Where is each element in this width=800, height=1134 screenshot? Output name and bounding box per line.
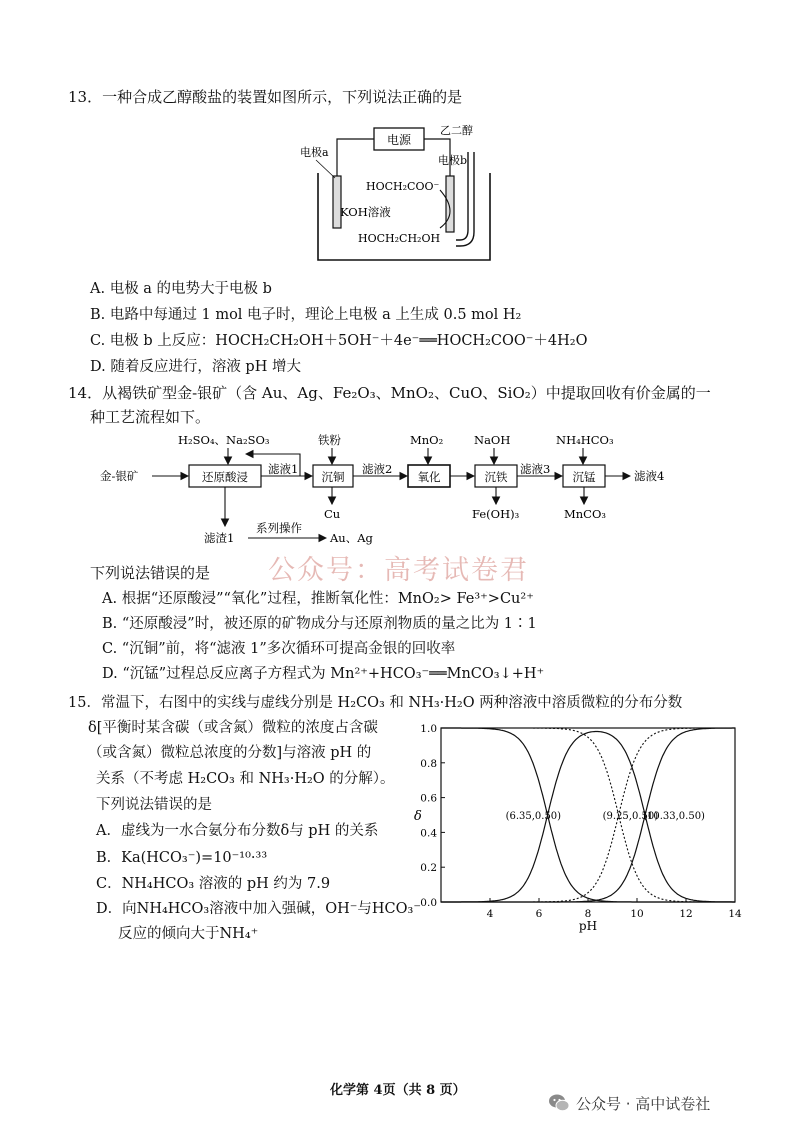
operation-label: 系列操作 (256, 521, 302, 535)
brand-label: 公众号 · 高中试卷社 (576, 1095, 711, 1113)
electrode-a-label: 电极a (300, 146, 329, 159)
reagent1-label: H₂SO₄、Na₂SO₃ (178, 433, 270, 447)
wechat-icon (548, 1092, 570, 1114)
product-cu-label: Cu (324, 507, 341, 521)
q14-stem-line1: 14．从褐铁矿型金-银矿（含 Au、Ag、Fe₂O₃、MnO₂、CuO、SiO₂）中提取回收有价金属的一 (68, 384, 711, 402)
q15-option-d-cont: 反应的倾向大于NH₄⁺ (118, 926, 259, 942)
y-axis-label: δ (414, 809, 422, 824)
q14-option-c: C. “沉铜”前，将“滤液 1”多次循环可提高金银的回收率 (102, 641, 456, 657)
q13-option-c: C. 电极 b 上反应：HOCH₂CH₂OH＋5OH⁻＋4e⁻══HOCH₂COO⁻＋4H₂O (90, 333, 588, 349)
q14-process-flow (100, 428, 700, 558)
q15-distribution-chart (408, 716, 748, 938)
q15-option-a: A．虚线为一水合氨分布分数δ与 pH 的关系 (96, 823, 379, 839)
x-tick-label: 8 (584, 908, 592, 920)
q13-option-b: B. 电路中每通过 1 mol 电子时，理论上电极 a 上生成 0.5 mol H₂ (90, 307, 522, 323)
product-mn-label: MnCO₃ (564, 507, 607, 521)
filtrate2-label: 滤液2 (362, 462, 393, 476)
watermark: 公众号：高考试卷君 (268, 555, 529, 586)
q15-stem-line1: 15．常温下，右图中的实线与虚线分别是 H₂CO₃ 和 NH₃·H₂O 两种溶液中溶质微粒的分布分数 (68, 695, 683, 711)
x-tick-label: 12 (679, 908, 693, 920)
intersection-annotation: (6.35,0.50) (505, 811, 562, 822)
q13-stem: 13．一种合成乙醇酸盐的装置如图所示，下列说法正确的是 (68, 88, 463, 106)
q15-option-b: B．Ka(HCO₃⁻)=10⁻¹⁰·³³ (96, 850, 268, 866)
y-tick-label: 0.8 (420, 757, 437, 770)
feed-label: 金-银矿 (100, 469, 139, 483)
y-tick-label: 0.2 (420, 862, 437, 875)
step3-label: 氧化 (417, 470, 441, 484)
y-tick-label: 0.4 (420, 827, 437, 840)
reagent4-label: NaOH (474, 433, 511, 447)
y-tick-label: 1.0 (420, 723, 437, 735)
q15-option-d: D．向NH₄HCO₃溶液中加入强碱，OH⁻与HCO₃⁻ (96, 901, 421, 917)
q13-option-a: A. 电极 a 的电势大于电极 b (90, 281, 272, 297)
product-fe-label: Fe(OH)₃ (472, 507, 520, 521)
electrode-b (446, 176, 454, 232)
power-label: 电源 (386, 133, 412, 147)
species-hoch2coo: HOCH₂COO⁻ (366, 180, 440, 193)
q15-text-line3: 关系（不考虑 H₂CO₃ 和 NH₃·H₂O 的分解）。 (96, 771, 395, 787)
y-tick-label: 0.0 (420, 897, 437, 909)
q15-option-c: C．NH₄HCO₃ 溶液的 pH 约为 7.9 (96, 876, 331, 892)
product-au-label: Au、Ag (330, 531, 373, 545)
q14-question: 下列说法错误的是 (90, 564, 211, 582)
step5-label: 沉锰 (572, 470, 596, 484)
q13-electrolysis-diagram (290, 118, 510, 268)
electrode-a (333, 176, 341, 228)
recycle-filtrate-label: 滤液1 (268, 462, 299, 476)
q14-stem-line2: 种工艺流程如下。 (90, 408, 211, 426)
residue-label: 滤渣1 (204, 531, 235, 545)
electrode-b-label: 电极b (438, 154, 468, 167)
intersection-annotation: (10.33,0.50) (643, 811, 705, 822)
step2-label: 沉铜 (321, 470, 345, 484)
reagent2-label: 铁粉 (318, 433, 341, 447)
x-tick-label: 10 (630, 908, 644, 920)
step4-label: 沉铁 (484, 470, 508, 484)
q13-option-d: D. 随着反应进行，溶液 pH 增大 (90, 359, 301, 375)
filtrate4-label: 滤液4 (634, 469, 665, 483)
reagent3-label: MnO₂ (410, 433, 444, 447)
electrolyte-label: KOH溶液 (340, 205, 391, 219)
x-axis-label: pH (578, 919, 598, 933)
q14-option-a: A. 根据“还原酸浸”“氧化”过程，推断氧化性：MnO₂> Fe³⁺>Cu²⁺ (102, 591, 534, 607)
q15-question: 下列说法错误的是 (96, 797, 212, 813)
q15-text-line1: δ[平衡时某含碳（或含氮）微粒的浓度占含碳 (88, 720, 378, 736)
q14-option-b: B. “还原酸浸”时，被还原的矿物成分与还原剂物质的量之比为 1∶1 (102, 616, 537, 632)
q14-option-d: D. “沉锰”过程总反应离子方程式为 Mn²⁺+HCO₃⁻══MnCO₃↓+H⁺ (102, 666, 545, 682)
page-footer: 化学第 4页（共 8 页） (330, 1083, 466, 1098)
intersection-annotation: (9.25,0.50) (602, 811, 659, 822)
q15-text-line2: （或含氮）微粒总浓度的分数]与溶液 pH 的 (88, 745, 372, 761)
x-tick-label: 14 (728, 908, 742, 920)
step1-label: 还原酸浸 (202, 470, 248, 484)
glycol-label: 乙二醇 (440, 124, 473, 137)
filtrate3-label: 滤液3 (520, 462, 551, 476)
x-tick-label: 6 (535, 908, 543, 920)
species-glycol: HOCH₂CH₂OH (358, 232, 441, 245)
y-tick-label: 0.6 (420, 792, 437, 805)
x-tick-label: 4 (486, 908, 494, 920)
reagent5-label: NH₄HCO₃ (556, 433, 614, 447)
